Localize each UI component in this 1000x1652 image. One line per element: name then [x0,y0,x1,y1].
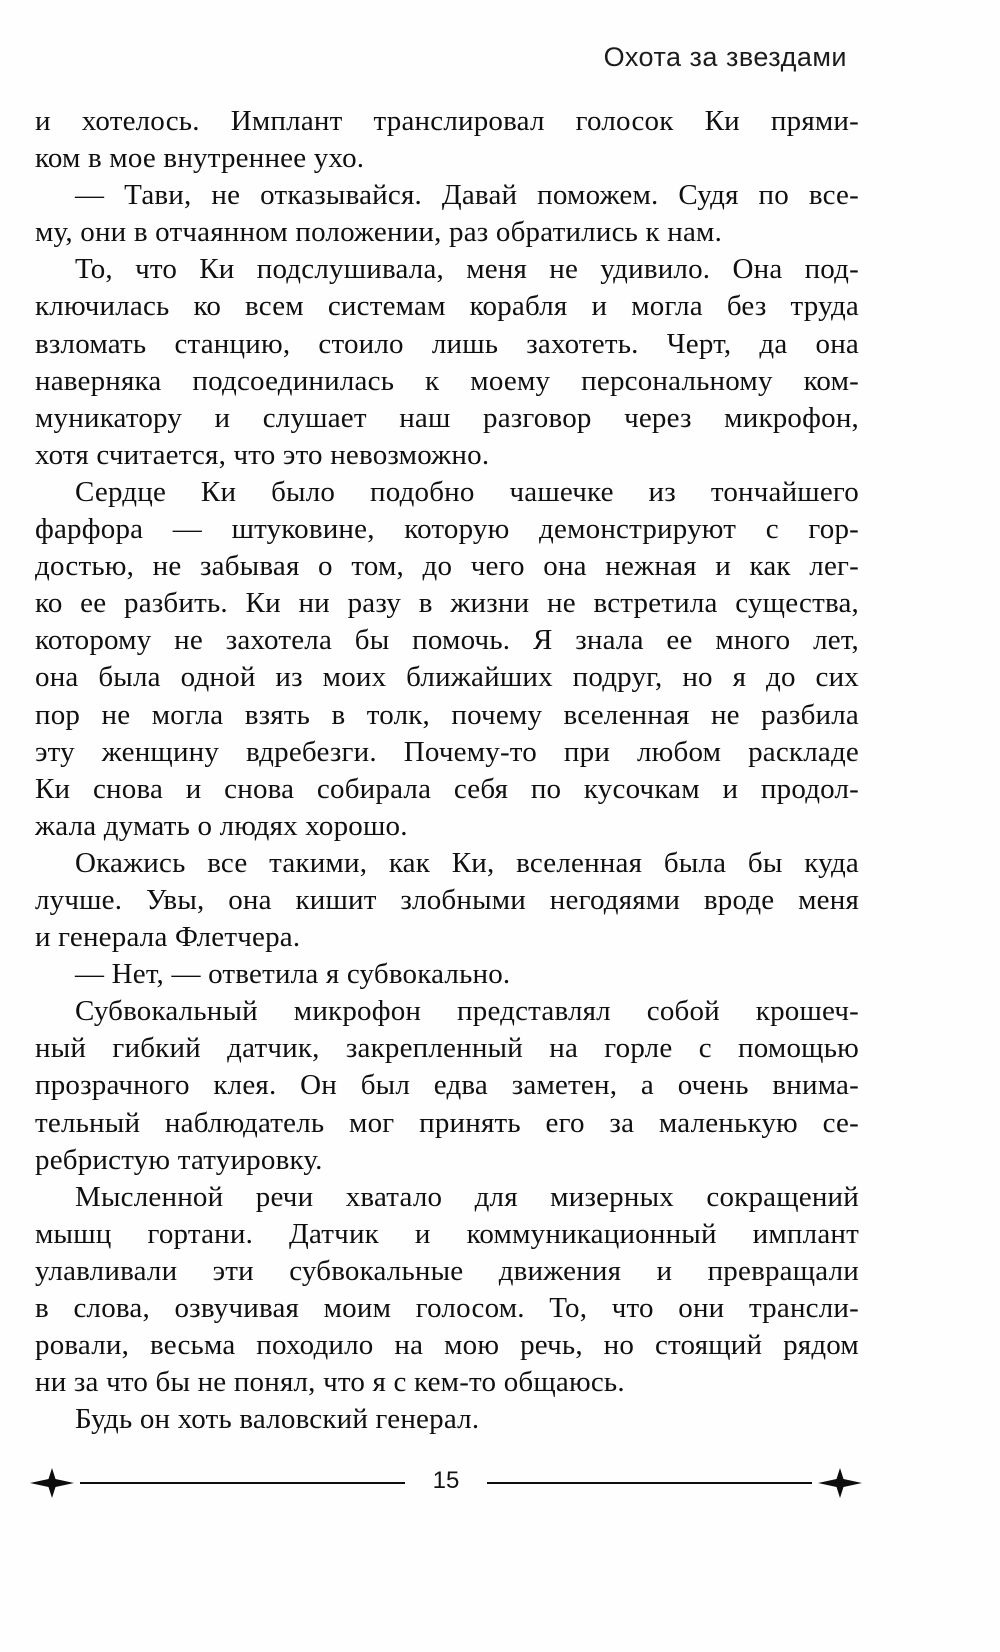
text-line: в слова, озвучивая моим голосом. То, что они трансли- [35,1292,859,1324]
text-line: ключилась ко всем системам корабля и могла без труда [35,290,859,323]
text-line: ровали, весьма походило на мою речь, но стоящий рядом [35,1329,859,1362]
text-line: тельный наблюдатель мог принять его за маленькую се- [35,1106,859,1139]
text-line: наверняка подсоединилась к моему персональному ком- [35,364,859,397]
text-line: жала думать о людях хорошо. [35,809,408,842]
paragraph [35,1401,859,1438]
ornament-star-left-icon [30,1468,74,1498]
text-line: достью, не забывая о том, до чего она нежная и как лег- [35,550,859,583]
paragraph [35,956,859,993]
text-line: фарфора — штуковине, которую демонстрируют с гор- [35,513,859,546]
text-line: и генерала Флетчера. [35,921,301,954]
text-line: мышц гортани. Датчик и коммуникационный имплант [35,1217,859,1250]
ornament-star-right-icon [818,1468,862,1498]
text-line: которому не захотела бы помочь. Я знала ее много лет, [35,624,859,657]
page-number: 15 [432,1467,460,1494]
paragraph [35,103,859,177]
text-line: ком в мое внутреннее ухо. [35,142,365,175]
text-line: взломать станцию, стоило лишь захотеть. Черт, да она [35,327,859,360]
text-line: муникатору и слушает наш разговор через микрофон, [35,401,859,434]
text-block [35,103,859,1438]
text-line: пор не могла взять в толк, почему вселенная не разбила [35,698,859,731]
paragraph [35,1179,859,1402]
text-line: — Нет, — ответила я субвокально. [75,958,511,991]
text-line: му, они в отчаянном положении, раз обратились к нам. [35,216,723,249]
text-line: Мысленной речи хватало для мизерных сокращений [75,1180,859,1213]
text-line: лучше. Увы, она кишит злобными негодяями вроде меня [35,883,859,916]
text-line: ный гибкий датчик, закрепленный на горле с помощью [35,1032,859,1065]
text-line: хотя считается, что это невозможно. [35,438,490,471]
text-line: Будь он хоть валовский генерал. [75,1403,480,1436]
footer-rule-right [487,1482,812,1484]
text-line: Ки снова и снова собирала себя по кусочкам и продол- [35,772,859,805]
paragraph [35,251,859,474]
text-line: и хотелось. Имплант транслировал голосок Ки прями- [35,105,859,137]
text-line: Субвокальный микрофон представлял собой крошеч- [75,995,859,1028]
paragraph [35,474,859,845]
text-line: она была одной из моих ближайших подруг, но я до сих [35,661,859,694]
paragraph [35,845,859,956]
text-line: ко ее разбить. Ки ни разу в жизни не встретила существа, [35,587,859,620]
text-line: — Тави, не отказывайся. Давай поможем. Судя по все- [75,179,859,212]
text-line: улавливали эти субвокальные движения и превращали [35,1254,859,1287]
text-line: ни за что бы не понял, что я с кем-то общаюсь. [35,1366,625,1399]
text-line: эту женщину вдребезги. Почему-то при любом раскладе [35,735,859,768]
text-line: Сердце Ки было подобно чашечке из тончайшего [75,475,859,508]
text-line: Окажись все такими, как Ки, вселенная была бы куда [75,846,859,879]
text-line: прозрачного клея. Он был едва заметен, а очень внима- [35,1069,859,1102]
running-head: Охота за звездами [603,42,847,72]
paragraph [35,177,859,251]
paragraph [35,993,859,1178]
text-line: ребристую татуировку. [35,1143,323,1176]
text-line: То, что Ки подслушивала, меня не удивило. Она под- [75,253,859,286]
footer-rule-left [80,1482,405,1484]
page-footer [30,1468,862,1498]
